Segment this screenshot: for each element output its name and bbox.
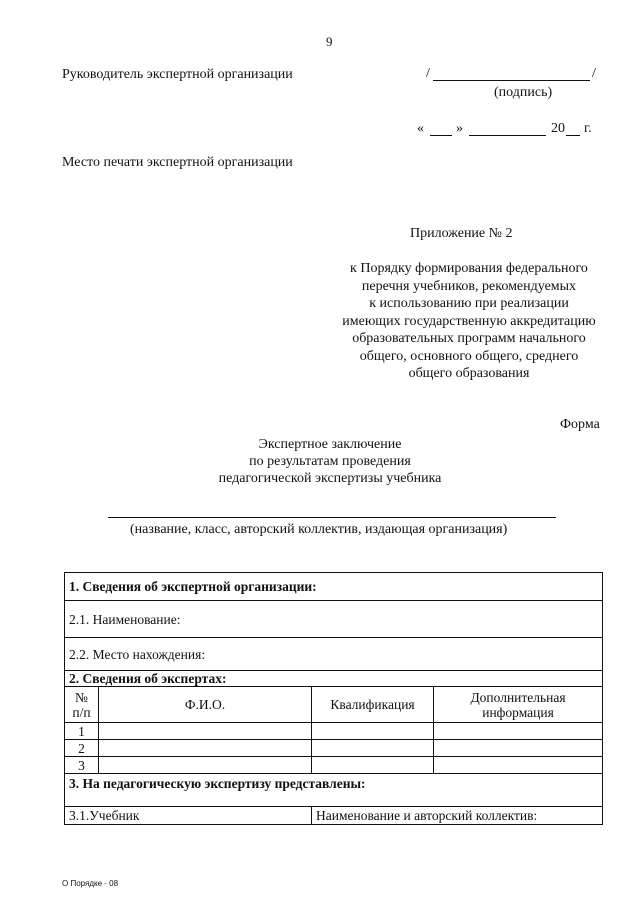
row-2-2-location: 2.2. Место нахождения:: [65, 638, 603, 671]
row-3-1-textbook: 3.1.Учебник: [65, 807, 312, 825]
conclusion-title-line: педагогической экспертизы учебника: [218, 471, 442, 486]
signature-caption: (подпись): [494, 85, 553, 100]
date-suffix: г.: [584, 121, 592, 136]
signature-slash-right: /: [592, 66, 596, 81]
appendix-line: к использованию при реализации: [369, 296, 569, 311]
expert-name-cell: [99, 740, 312, 757]
signature-line: [433, 80, 590, 81]
col-number-line1: №: [75, 689, 88, 705]
conclusion-title-line: по результатам проведения: [249, 454, 411, 469]
date-year-line: [566, 135, 580, 136]
conclusion-title-line: Экспертное заключение: [258, 437, 402, 452]
date-quote-open: «: [417, 121, 424, 136]
textbook-line: [108, 517, 556, 518]
appendix-title: Приложение № 2: [410, 226, 513, 241]
section2-title: 2. Сведения об экспертах:: [65, 671, 603, 687]
col-number-header: [65, 687, 99, 723]
section1-title: 1. Сведения об экспертной организации:: [65, 573, 603, 601]
col-extra-header: [434, 687, 603, 723]
expert-extra-cell: [434, 723, 603, 740]
date-year: 20: [551, 121, 565, 136]
expert-qualification-cell: [312, 723, 434, 740]
row-3-1-title-authors: Наименование и авторский коллектив:: [312, 807, 603, 825]
textbook-caption: (название, класс, авторский коллектив, издающая организация): [130, 522, 508, 537]
expert-table: [64, 572, 603, 825]
row-2-1-name: 2.1. Наименование:: [65, 601, 603, 638]
expert-row-number: 2: [65, 740, 99, 757]
col-extra-line2: информация: [482, 704, 554, 720]
expert-qualification-cell: [312, 757, 434, 774]
appendix-line: к Порядку формирования федерального: [350, 261, 588, 276]
appendix-line: общего образования: [408, 366, 530, 381]
date-day-line: [430, 135, 452, 136]
expert-row-number: 3: [65, 757, 99, 774]
col-qualification-header: Квалификация: [312, 687, 434, 723]
date-quote-close: »: [456, 121, 463, 136]
head-label: Руководитель экспертной организации: [62, 67, 293, 82]
appendix-line: перечня учебников, рекомендуемых: [361, 278, 577, 294]
date-month-line: [469, 135, 546, 136]
signature-slash-left: /: [426, 66, 430, 81]
section3-title: 3. На педагогическую экспертизу представлены:: [65, 774, 603, 807]
appendix-line: образовательных программ начального: [352, 331, 586, 346]
expert-name-cell: [99, 757, 312, 774]
expert-qualification-cell: [312, 740, 434, 757]
appendix-text: [322, 260, 616, 383]
expert-row-number: 1: [65, 723, 99, 740]
table-row: [65, 723, 603, 740]
col-extra-line1: Дополнительная: [470, 689, 566, 705]
table-row: [65, 757, 603, 774]
appendix-line: общего, основного общего, среднего: [359, 348, 579, 364]
expert-extra-cell: [434, 757, 603, 774]
stamp-label: Место печати экспертной организации: [62, 155, 293, 170]
form-label: Форма: [560, 417, 600, 432]
col-name-header: Ф.И.О.: [99, 687, 312, 723]
footer-note: О Порядке - 08: [62, 879, 119, 888]
table-row: [65, 740, 603, 757]
appendix-line: имеющих государственную аккредитацию: [342, 313, 596, 329]
expert-name-cell: [99, 723, 312, 740]
col-number-line2: п/п: [72, 704, 91, 720]
expert-extra-cell: [434, 740, 603, 757]
page-number: 9: [326, 34, 333, 49]
conclusion-title: [180, 436, 480, 487]
